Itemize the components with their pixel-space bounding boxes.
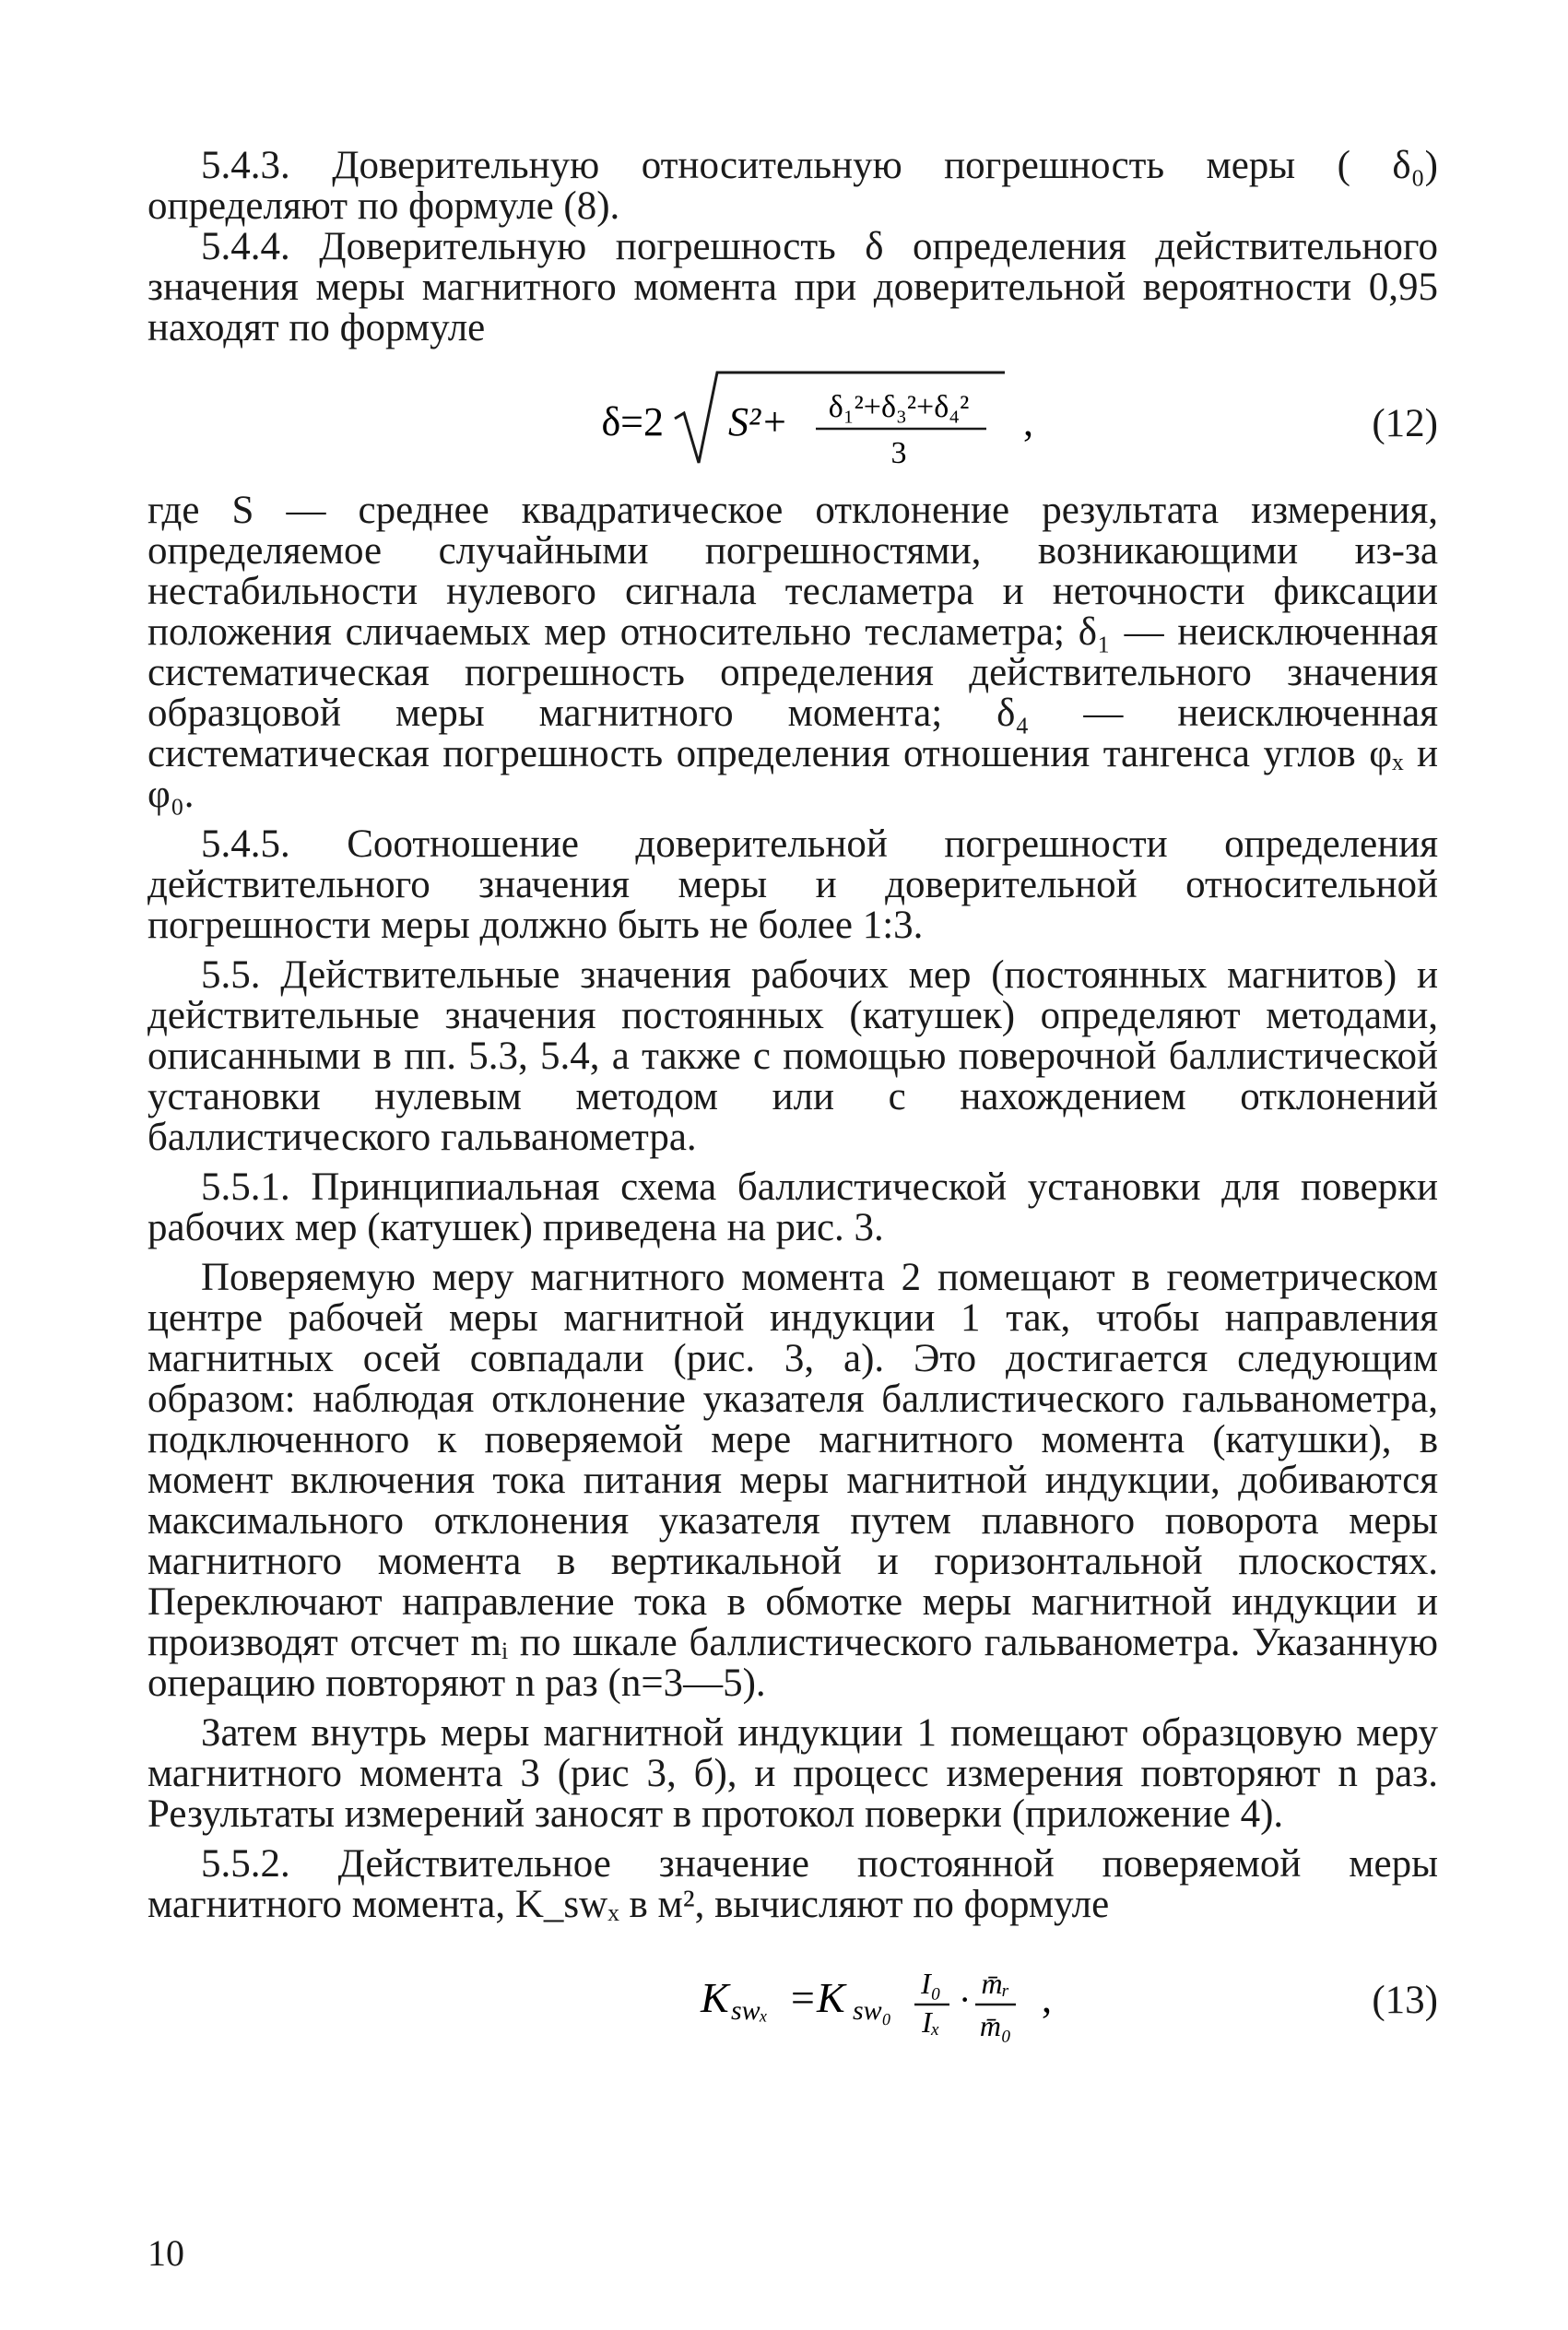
formula-12-denominator: 3 <box>890 436 907 470</box>
paragraph-5-5-1: 5.5.1. Принципиальная схема баллистической установки для поверки рабочих мер (катушек) приведена на рис. 3. <box>147 1165 1438 1249</box>
formula-13-trail: , <box>1042 1976 1052 2021</box>
formula-13-body <box>147 1936 1438 2056</box>
paragraph-check: Поверяемую меру магнитного момента 2 помещают в геометрическом центре рабочей меры магнитной индукции 1 так, чтобы направления магнитных осей совпадали (рис. 3, а). Это достигается следующим образом: наблюдая отклонение указателя баллистического гальванометра, подключенного к поверяемой мере магнитного момента (катушки), в момент включения тока питания меры магнитной индукции, добиваются максимального отклонения указателя путем плавного поворота меры магнитного момента в вертикальной и горизонтальной плоскостях. Переключают направление тока в обмотке меры магнитной индукции и производят отсчет mᵢ по шкале баллистического гальванометра. Указанную операцию повторяют n раз (n=3—5). <box>147 1256 1438 1705</box>
formula-13-rhs-sub: sw₀ <box>853 1995 892 2026</box>
formula-13-frac1-den: Iₓ <box>922 2005 940 2039</box>
formula-12-body <box>147 360 1438 479</box>
document-page <box>147 146 1438 2067</box>
paragraph-5-5-2: 5.5.2. Действительное значение постоянной поверяемой меры магнитного момента, K_swₓ в м², вычисляют по формуле <box>147 1842 1438 1926</box>
formula-13-frac1-num: I₀ <box>921 1967 941 2000</box>
formula-13-frac2-den: m̄₀ <box>979 2009 1012 2042</box>
formula-13-svg <box>470 1936 1115 2056</box>
paragraph-where: где S — среднее квадратическое отклонение результата измерения, определяемое случайными погрешностями, возникающими из-за нестабильности нулевого сигнала тесламетра и неточности фиксации положения сличаемых мер относительно тесламетра; δ₁ — неисключенная систематическая погрешность определения действительного значения образцовой меры магнитного момента; δ₄ — неисключенная систематическая погрешность определения отношения тангенса углов φₓ и φ₀. <box>147 489 1438 816</box>
formula-12-numerator: δ₁²+δ₃²+δ₄² <box>828 390 970 424</box>
formula-12-number: (12) <box>1372 402 1438 445</box>
formula-13-lhs: K <box>701 1974 729 2021</box>
paragraph-5-5: 5.5. Действительные значения рабочих мер (постоянных магнитов) и действительные значения постоянных (катушек) определяют методами, описанными в пп. 5.3, 5.4, а также с помощью поверочной баллистической установки нулевым методом или с нахождением отклонений баллистического гальванометра. <box>147 953 1438 1159</box>
paragraph-then: Затем внутрь меры магнитной индукции 1 помещают образцовую меру магнитного момента 3 (рис 3, б), и процесс измерения повторяют n раз. Результаты измерений заносят в протокол поверки (приложение 4). <box>147 1711 1438 1836</box>
formula-13-eq: =K <box>788 1974 845 2021</box>
paragraph-5-4-4: 5.4.4. Доверительную погрешность δ определения действительного значения меры магнитного момента при доверительной вероятности 0,95 находят по формуле <box>147 225 1438 349</box>
formula-12 <box>147 360 1438 479</box>
paragraph-5-4-3: 5.4.3. Доверительную относительную погрешность меры ( δ₀) определяют по формуле (8). <box>147 144 1438 228</box>
page-number: 10 <box>147 2232 184 2274</box>
formula-13-frac2-num: m̄ᵣ <box>981 1967 1010 2000</box>
paragraph-5-4-5: 5.4.5. Соотношение доверительной погрешности определения действительного значения меры и доверительной относительной погрешности меры должно быть не более 1:3. <box>147 822 1438 947</box>
formula-13-lhs-sub: swₓ <box>731 1995 769 2026</box>
formula-13-dot: · <box>959 1979 972 2020</box>
formula-13-number: (13) <box>1372 1979 1438 2022</box>
formula-12-trail: , <box>1023 399 1033 444</box>
formula-13 <box>147 1936 1438 2056</box>
formula-12-s: S²+ <box>728 399 788 444</box>
formula-12-svg <box>470 360 1115 479</box>
formula-12-lhs: δ=2 <box>601 399 664 444</box>
